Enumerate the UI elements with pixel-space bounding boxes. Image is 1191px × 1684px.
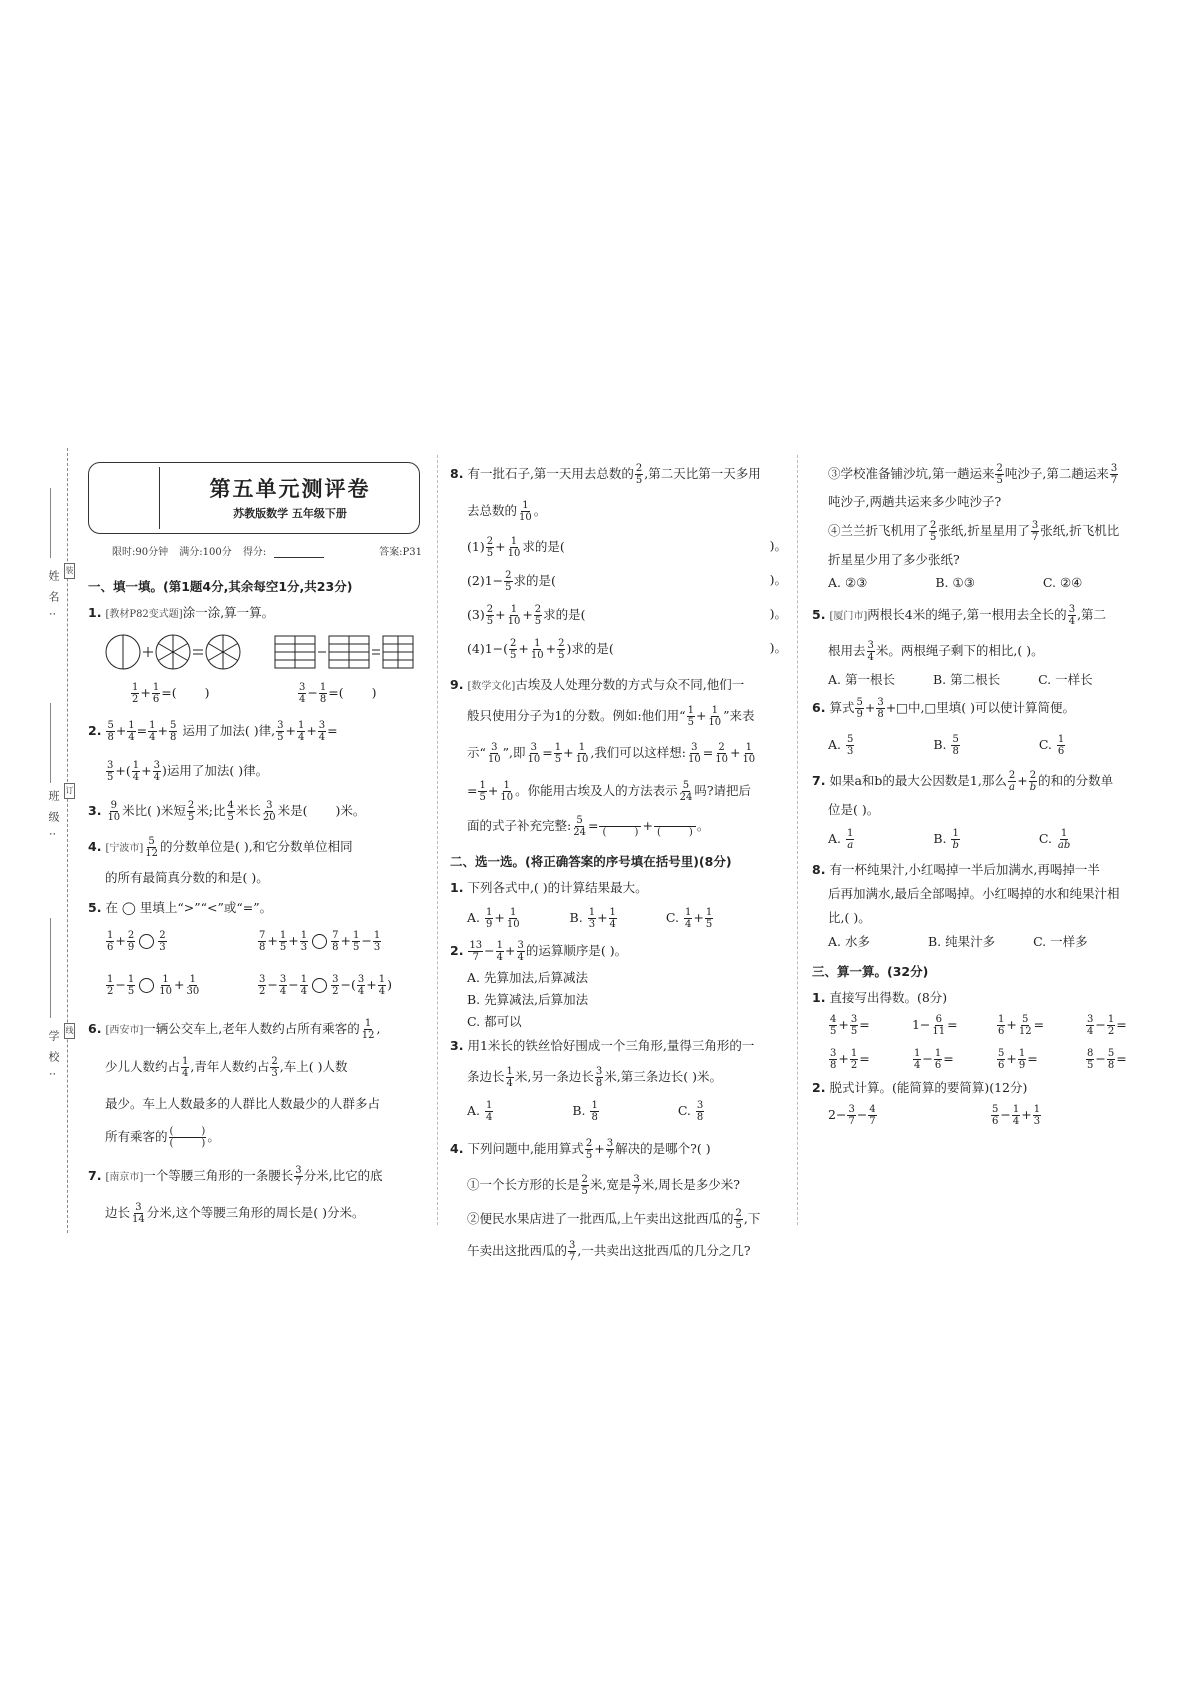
exam-meta — [112, 543, 422, 558]
q9-text5: ”,即 — [502, 745, 526, 760]
q6-text3: ,青年人数约占 — [190, 1059, 270, 1074]
c3-line2: 条边长 $\frac{1}{4}$ 米,另一条边长 $\frac{3}{8}$ 米,第三条边长( )米。 — [467, 1066, 722, 1089]
q4: 4. [宁波市] $\frac{5}{12}$ 的分数单位是( ),和它分数单位相同 — [88, 836, 353, 859]
c4-opt2-line2: 午卖出这批西瓜的 $\frac{3}{7}$ ,一共卖出这批西瓜的几分之几? — [467, 1240, 751, 1263]
c4-choices — [828, 575, 1082, 590]
name-label: 姓名: — [47, 570, 60, 626]
c4-o2c: 午卖出这批西瓜的 — [467, 1243, 568, 1258]
c4-o4b: 张纸,折星星用了 — [938, 523, 1030, 538]
school-label: 学校: — [47, 1030, 60, 1086]
c7-text: 如果a和b的最大公因数是1,那么 — [829, 773, 1007, 788]
c4: 4. 下列问题中,能用算式 $\frac{2}{5}$ + $\frac{3}{7}$ 解决的是哪个?( ) — [450, 1138, 711, 1161]
q4-line2: 的所有最简真分数的和是( )。 — [105, 870, 269, 885]
choice-a[interactable]: A. $\frac{1}{4}$ — [467, 1100, 493, 1123]
q9-text2: 般只使用分子为1的分数。例如:他们用“ — [467, 708, 686, 723]
c4-o3b: 吨沙子,第二趟运来 — [1004, 466, 1109, 481]
c6: 6. 算式 $\frac{5}{9}$ + $\frac{3}{8}$ +□中,□里填( )可以使计算简便。 — [812, 697, 1075, 720]
q8-opt4: (4)1−( $\frac{2}{5}$ + $\frac{1}{10}$ + $\frac{2}{5}$ )求的是( )。 — [467, 638, 787, 661]
q3-text: 米比( )米短 — [122, 803, 186, 818]
q8-opt3: (3) $\frac{2}{5}$ + $\frac{1}{10}$ + $\frac{2}{5}$ 求的是( )。 — [467, 604, 787, 627]
q9-text6: ,我们可以这样想: — [590, 745, 686, 760]
q5-b: $\frac{7}{8}$ + $\frac{1}{5}$ + $\frac{1}{3}$ $\frac{7}{8}$ + $\frac{1}{5}$ − $\frac{1}{3}$ — [259, 930, 381, 953]
c5-choices — [828, 670, 1093, 688]
choice-b[interactable]: B. 第二根长 — [932, 672, 1001, 687]
c4-opt4-line2: 折星星少用了多少张纸? — [828, 552, 960, 567]
q8-opt3-label: (3) — [467, 607, 485, 622]
choice-a[interactable]: A. $\frac{1}{a}$ — [828, 828, 854, 851]
c1-text: 下列各式中,( )的计算结果最大。 — [467, 880, 648, 895]
c1: 1. 下列各式中,( )的计算结果最大。 — [450, 880, 648, 895]
k2: 2. 脱式计算。(能简算的要简算)(12分) — [812, 1080, 1028, 1095]
c4-opt3-line2: 吨沙子,两趟共运来多少吨沙子? — [828, 494, 1002, 509]
q9-line2: 般只使用分子为1的分数。例如:他们用“ $\frac{1}{5}$ + $\frac{1}{10}$ ”来表 — [467, 705, 755, 728]
choice-b[interactable]: B. ①③ — [935, 575, 975, 590]
choice-a[interactable]: A. 第一根长 — [828, 672, 895, 687]
class-write-line — [50, 703, 51, 783]
c8-line2: 后再加满水,最后全部喝掉。小红喝掉的水和纯果汁相 — [828, 886, 1120, 901]
q6-text: 一辆公交车上,老年人数约占所有乘客的 — [143, 1021, 360, 1036]
title-box-divider — [159, 467, 160, 529]
binding-tag-xian: 线 — [64, 1023, 75, 1039]
page-subtitle: 苏教版数学 五年级下册 — [233, 507, 347, 520]
q9-text8: 吗?请把后 — [694, 783, 752, 798]
k1-row1: $\frac{4}{5}$ + $\frac{3}{5}$ = 1− $\frac{6}{11}$ = $\frac{1}{6}$ + $\frac{5}{12}$ = $\frac{3}{4}$ − $\frac{1}{2}$ = — [830, 1014, 1127, 1037]
k2-text: 脱式计算。(能简算的要简算)(12分) — [829, 1080, 1028, 1095]
c4-o1b: 米,宽是 — [589, 1177, 632, 1192]
q9-line4: = $\frac{1}{5}$ + $\frac{1}{10}$ 。你能用古埃及人的方法表示 $\frac{5}{24}$ 吗?请把后 — [467, 780, 752, 803]
c8: 8. 有一杯纯果汁,小红喝掉一半后加满水,再喝掉一半 — [812, 862, 1100, 877]
k1: 1. 直接写出得数。(8分) — [812, 990, 948, 1005]
c7-line2: 位是( )。 — [828, 802, 880, 817]
choice-c[interactable]: C. ②④ — [1042, 575, 1083, 590]
q2-line2: $\frac{3}{5}$ +( $\frac{1}{4}$ + $\frac{3}{4}$ )运用了加法( )律。 — [107, 760, 269, 783]
q6-line2: 少儿人数约占 $\frac{1}{4}$ ,青年人数约占 $\frac{2}{3}$ ,车上( )人数 — [105, 1056, 348, 1079]
c8-choices — [828, 932, 1088, 950]
compare-circle[interactable] — [312, 934, 327, 949]
compare-circle[interactable] — [312, 978, 327, 993]
column-divider-1 — [437, 455, 438, 1225]
k2-expr1: 2− $\frac{3}{7}$ − $\frac{4}{7}$ — [828, 1104, 876, 1127]
c3-text2: 条边长 — [467, 1069, 505, 1084]
choice-a[interactable]: A. ②③ — [828, 575, 868, 590]
c2: 2. $\frac{13}{7}$ − $\frac{1}{4}$ + $\frac{3}{4}$ 的运算顺序是( )。 — [450, 940, 628, 963]
choice-c[interactable]: C. $\frac{3}{8}$ — [677, 1100, 704, 1123]
q6-line3: 最少。车上人数最多的人群比人数最少的人群多占 — [105, 1096, 381, 1111]
q6-text6: 所有乘客的 — [105, 1129, 168, 1144]
q9: 9. [数学文化]古埃及人处理分数的方式与众不同,他们一 — [450, 677, 745, 692]
choice-c[interactable]: C. $\frac{1}{ab}$ — [1038, 828, 1071, 851]
compare-circle[interactable] — [139, 978, 154, 993]
q6-text2: 少儿人数约占 — [105, 1059, 181, 1074]
c5: 5. [厦门市]两根长4米的绳子,第一根用去全长的 $\frac{3}{4}$ ,第二 — [812, 604, 1107, 627]
c4-o2: ②便民水果店进了一批西瓜,上午卖出这批西瓜的 — [467, 1211, 734, 1226]
q8-opt1: (1) $\frac{2}{5}$ + $\frac{1}{10}$ 求的是( )。 — [467, 536, 787, 559]
q8-tail: 求的是( — [513, 573, 556, 588]
c2-text: 的运算顺序是( )。 — [525, 943, 628, 958]
c4-o4: ④兰兰折飞机用了 — [828, 523, 929, 538]
q1-eq-b: $\frac{3}{4}$ − $\frac{1}{8}$ =( ) — [299, 682, 377, 705]
q8: 8. 有一批石子,第一天用去总数的 $\frac{2}{5}$ ,第二天比第一天多用 — [450, 463, 761, 486]
choice-a[interactable]: A. $\frac{1}{9}$ + $\frac{1}{10}$ — [467, 907, 520, 930]
q7-text: 一个等腰三角形的一条腰长 — [143, 1168, 294, 1183]
choice-c[interactable]: C. 一样多 — [1033, 934, 1088, 949]
q7: 7. [南京市]一个等腰三角形的一条腰长 $\frac{3}{7}$ 分米,比它的底 — [88, 1165, 383, 1188]
k1-text: 直接写出得数。(8分) — [829, 990, 948, 1005]
c7-choices — [828, 828, 1072, 851]
choice-b[interactable]: B. $\frac{1}{3}$ + $\frac{1}{4}$ — [569, 907, 616, 930]
c7-text2: 的和的分数单 — [1038, 773, 1114, 788]
q9-tag: [数学文化] — [467, 681, 516, 692]
k2-expr2: $\frac{5}{6}$ − $\frac{1}{4}$ + $\frac{1}{3}$ — [992, 1104, 1041, 1127]
c5-tag: [厦门市] — [829, 611, 868, 622]
q1: 1. [教材P82变式题]涂一涂,算一算。 — [88, 605, 275, 620]
c5-text: 两根长4米的绳子,第一根用去全长的 — [867, 607, 1067, 622]
binding-tag-zhuang: 装 — [64, 563, 75, 579]
q6-tag: [西安市] — [105, 1025, 144, 1036]
c4-opt4: ④兰兰折飞机用了 $\frac{2}{5}$ 张纸,折星星用了 $\frac{3}{7}$ 张纸,折飞机比 — [828, 520, 1120, 543]
q2-text: 运用了加法( )律, — [182, 723, 276, 738]
c3: 3. 用1米长的铁丝恰好围成一个三角形,量得三角形的一 — [450, 1038, 755, 1053]
c8-text: 有一杯纯果汁,小红喝掉一半后加满水,再喝掉一半 — [829, 862, 1100, 877]
q9-text4: 示“ — [467, 745, 486, 760]
c5-text4: 米。两根绳子剩下的相比,( )。 — [875, 643, 1044, 658]
column-divider-2 — [797, 455, 798, 1225]
score-blank[interactable] — [274, 547, 324, 558]
q2: 2. $\frac{5}{8}$ + $\frac{1}{4}$ = $\frac{1}{4}$ + $\frac{5}{8}$ 运用了加法( )律, $\frac{3}{5}$ + $\frac{1}{4}$ + $\frac{3}{4}$ = — [88, 720, 338, 743]
c3-text: 用1米长的铁丝恰好围成一个三角形,量得三角形的一 — [467, 1038, 755, 1053]
choice-c[interactable]: C. $\frac{1}{4}$ + $\frac{1}{5}$ — [665, 907, 713, 930]
c2-choice-c[interactable]: C. 都可以 — [467, 1014, 522, 1029]
q1-figures — [105, 632, 415, 672]
binding-tag-ding: 订 — [64, 783, 75, 799]
page-title: 第五单元测评卷 — [209, 477, 371, 501]
q9-text7: 。你能用古埃及人的方法表示 — [515, 783, 678, 798]
c3-choices — [467, 1100, 705, 1123]
choice-c[interactable]: C. 一样长 — [1038, 672, 1093, 687]
school-write-line — [50, 918, 51, 1018]
choice-b[interactable]: B. $\frac{1}{8}$ — [572, 1100, 598, 1123]
choice-c[interactable]: C. $\frac{1}{6}$ — [1038, 734, 1065, 757]
c5-text2: ,第二 — [1077, 607, 1107, 622]
c2-choice-a[interactable]: A. 先算加法,后算减法 — [467, 970, 588, 985]
section-3-title: 三、算一算。(32分) — [812, 964, 929, 979]
c4-o2d: ,一共卖出这批西瓜的几分之几? — [577, 1243, 751, 1258]
c4-o2b: ,下 — [743, 1211, 761, 1226]
q8-text2: ,第二天比第一天多用 — [644, 466, 761, 481]
c3-text3: 米,另一条边长 — [514, 1069, 594, 1084]
c8-line3: 比,( )。 — [828, 910, 871, 925]
full-score: 满分:100分 — [179, 547, 232, 558]
q9-text3: ”来表 — [723, 708, 755, 723]
q8-text: 有一批石子,第一天用去总数的 — [467, 466, 634, 481]
c4-opt2: ②便民水果店进了一批西瓜,上午卖出这批西瓜的 $\frac{2}{5}$ ,下 — [467, 1208, 761, 1231]
compare-circle[interactable] — [139, 934, 154, 949]
q8-tail: 求的是( — [522, 539, 565, 554]
q2-text2: 运用了加法( )律。 — [166, 763, 269, 778]
c7: 7. 如果a和b的最大公因数是1,那么 $\frac{2}{a}$ + $\frac{2}{b}$ 的和的分数单 — [812, 770, 1114, 793]
c6-text: 算式 — [829, 700, 855, 715]
q7-line2: 边长 $\frac{3}{14}$ 分米,这个等腰三角形的周长是( )分米。 — [105, 1202, 365, 1225]
c4-text2: 解决的是哪个?( ) — [615, 1141, 711, 1156]
q5-d: $\frac{3}{2}$ − $\frac{3}{4}$ − $\frac{1}{4}$ $\frac{3}{2}$ −( $\frac{3}{4}$ + $\frac{1}{4}$ ) — [259, 974, 392, 997]
q8-text3: 去总数的 — [467, 503, 518, 518]
q9-line3: 示“ $\frac{3}{10}$ ”,即 $\frac{3}{10}$ = $\frac{1}{5}$ + $\frac{1}{10}$ ,我们可以这样想: $\frac{3}{10}$ = $\frac{2}{10}$ + $\frac{1}{10}$ — [467, 742, 756, 765]
binding-margin — [40, 448, 74, 1233]
answer-ref: 答案:P31 — [379, 547, 422, 558]
q5-c: $\frac{1}{2}$ − $\frac{1}{5}$ $\frac{1}{10}$ + $\frac{1}{30}$ — [107, 974, 200, 997]
c4-o1c: 米,周长是多少米? — [641, 1177, 740, 1192]
name-write-line — [50, 488, 51, 558]
c2-choice-b[interactable]: B. 先算减法,后算加法 — [467, 992, 589, 1007]
q6-text4: ,车上( )人数 — [279, 1059, 348, 1074]
c1-choices — [467, 907, 714, 930]
c4-opt3: ③学校准备铺沙坑,第一趟运来 $\frac{2}{5}$ 吨沙子,第二趟运来 $\frac{3}{7}$ — [828, 463, 1118, 486]
k1-row2: $\frac{3}{8}$ + $\frac{1}{2}$ = $\frac{1}{4}$ − $\frac{1}{6}$ = $\frac{5}{6}$ + $\frac{1}{9}$ = $\frac{8}{5}$ − $\frac{5}{8}$ = — [830, 1048, 1127, 1071]
score-label: 得分: — [242, 547, 267, 558]
q8-opt1-label: (1) — [467, 539, 485, 554]
q7-tag: [南京市] — [105, 1172, 144, 1183]
c4-text: 下列问题中,能用算式 — [467, 1141, 584, 1156]
choice-a[interactable]: A. 水多 — [828, 934, 870, 949]
q8-tail: 求的是( — [543, 607, 586, 622]
q1-eq-a: $\frac{1}{2}$ + $\frac{1}{6}$ =( ) — [132, 682, 210, 705]
c3-text4: 米,第三条边长( )米。 — [604, 1069, 722, 1084]
section-1-title: 一、填一填。(第1题4分,其余每空1分,共23分) — [88, 579, 353, 594]
q9-text9: 面的式子补充完整: — [467, 818, 572, 833]
class-label: 班级: — [47, 790, 60, 846]
q5: 5. 在 ◯ 里填上“>”“<”或“=”。 — [88, 900, 273, 915]
q8-opt4-label: (4)1− — [467, 641, 504, 656]
q8-opt2-label: (2)1− — [467, 573, 504, 588]
q1-text: 涂一涂,算一算。 — [182, 605, 275, 620]
q8-line2: 去总数的 $\frac{1}{10}$ 。 — [467, 500, 547, 523]
choice-b[interactable]: B. 纯果汁多 — [927, 934, 996, 949]
c4-o4c: 张纸,折飞机比 — [1040, 523, 1120, 538]
q6: 6. [西安市]一辆公交车上,老年人数约占所有乘客的 $\frac{1}{12}$ , — [88, 1018, 381, 1041]
q7-text2: 分米,比它的底 — [303, 1168, 383, 1183]
c5-line2: 根用去 $\frac{3}{4}$ 米。两根绳子剩下的相比,( )。 — [828, 640, 1044, 663]
c4-opt1: ①一个长方形的长是 $\frac{2}{5}$ 米,宽是 $\frac{3}{7}$ 米,周长是多少米? — [467, 1174, 740, 1197]
q7-text4: 分米,这个等腰三角形的周长是( )分米。 — [146, 1205, 365, 1220]
time-limit: 限时:90分钟 — [112, 547, 169, 558]
q5-text: 在 ◯ 里填上“>”“<”或“=”。 — [105, 900, 273, 915]
c6-text2: +□中,□里填( )可以使计算简便。 — [885, 700, 1075, 715]
c4-o1: ①一个长方形的长是 — [467, 1177, 580, 1192]
q1-tag: [教材P82变式题] — [105, 609, 183, 620]
q3: 3. $\frac{9}{10}$ 米比( )米短 $\frac{2}{5}$ 米;比 $\frac{4}{5}$ 米长 $\frac{3}{20}$ 米是( )米。 — [88, 800, 366, 823]
q7-text3: 边长 — [105, 1205, 131, 1220]
q8-opt2: (2)1− $\frac{2}{5}$ 求的是( )。 — [467, 570, 787, 593]
q8-tail: 求的是( — [571, 641, 614, 656]
c4-o3: ③学校准备铺沙坑,第一趟运来 — [828, 466, 995, 481]
c5-text3: 根用去 — [828, 643, 866, 658]
q4-tag: [宁波市] — [105, 843, 144, 854]
q9-line5: 面的式子补充完整: $\frac{5}{24}$ = ( ) + ( ) 。 — [467, 815, 710, 838]
title-box — [88, 462, 420, 534]
choice-b[interactable]: B. $\frac{5}{8}$ — [933, 734, 959, 757]
q9-text: 古埃及人处理分数的方式与众不同,他们一 — [515, 677, 745, 692]
q4-text: 的分数单位是( ),和它分数单位相同 — [159, 839, 353, 854]
choice-b[interactable]: B. $\frac{1}{b}$ — [933, 828, 959, 851]
q5-a: $\frac{1}{6}$ + $\frac{2}{9}$ $\frac{2}{3}$ — [107, 930, 166, 953]
c6-choices — [828, 734, 1066, 757]
section-2-title: 二、选一选。(将正确答案的序号填在括号里)(8分) — [450, 854, 732, 869]
choice-a[interactable]: A. $\frac{5}{3}$ — [828, 734, 854, 757]
q6-line4: 所有乘客的 ( ) ( ) 。 — [105, 1126, 220, 1149]
